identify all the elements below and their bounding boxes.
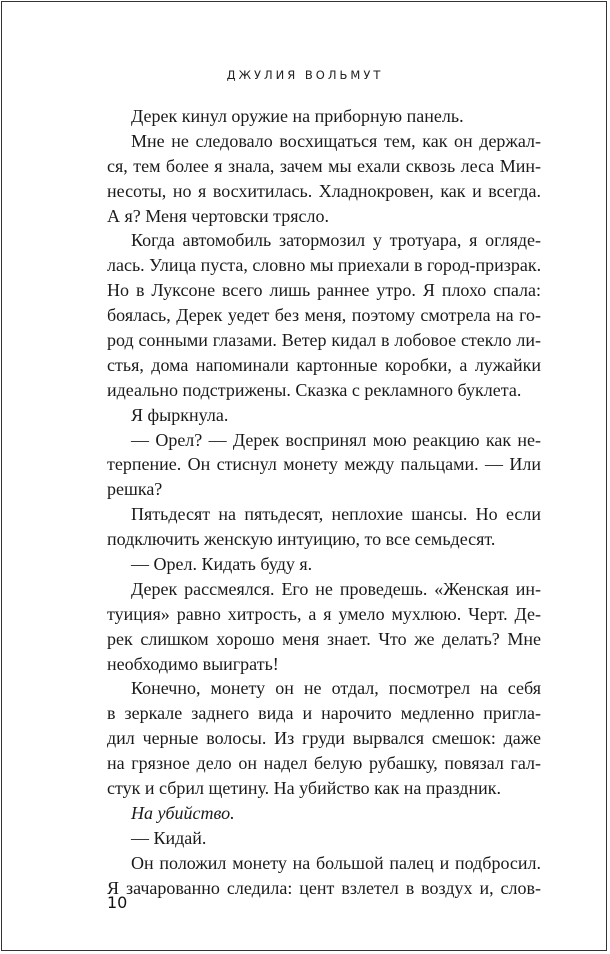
text-line: Пятьдесят на пятьдесят, неплохие шансы. Но если: [131, 504, 541, 525]
text-line: стья, дома напоминали картонные коробки, а лужайки: [107, 354, 541, 375]
text-line: — Кидай.: [131, 827, 207, 848]
text-line: решка?: [107, 479, 163, 500]
text-line: ся, тем более я знала, зачем мы ехали сквозь леса Мин-: [107, 155, 541, 176]
text-line: стук и сбрил щетину. На убийство как на праздник.: [107, 778, 501, 799]
text-line: Но в Луксоне всего лишь раннее утро. Я плохо спала:: [107, 280, 541, 301]
text-line: Когда автомобиль затормозил у тротуара, я огляде-: [131, 230, 541, 251]
text-line: Конечно, монету он не отдал, посмотрел на себя: [131, 678, 541, 699]
text-line: Он положил монету на большой палец и подбросил.: [131, 852, 541, 873]
running-head: ДЖУЛИЯ ВОЛЬМУТ: [226, 68, 384, 82]
text-line: подключить женскую интуицию, то все семьдесят.: [107, 529, 496, 550]
text-line: — Орел? — Дерек воспринял мою реакцию как не-: [131, 429, 541, 450]
text-line: Я зачарованно следила: цент взлетел в воздух и, слов-: [107, 877, 541, 898]
text-line: идеально подстрижены. Сказка с рекламного буклета.: [107, 379, 522, 400]
text-line: Мне не следовало восхищаться тем, как он держал-: [131, 130, 541, 151]
page-number: 10: [107, 893, 128, 912]
text-line: на грязное дело он надел белую рубашку, повязал гал-: [107, 753, 541, 774]
text-line: — Орел. Кидать буду я.: [131, 554, 313, 575]
text-line: рек слишком хорошо меня знает. Что же делать? Мне: [107, 628, 541, 649]
text-line: несоты, но я восхитилась. Хладнокровен, как и всегда.: [107, 180, 541, 201]
text-line: лась. Улица пуста, словно мы приехали в город-призрак.: [107, 255, 542, 276]
body-text: [107, 104, 541, 901]
text-line: Дерек кинул оружие на приборную панель.: [131, 106, 464, 126]
text-line: род сонными глазами. Ветер кидал в лобовое стекло ли-: [107, 330, 541, 351]
text-line: дил черные волосы. Из груди вырвался смешок: даже: [107, 728, 541, 749]
text-line: туиция» равно хитрость, а я умело мухлюю. Черт. Де-: [107, 603, 541, 624]
text-line: А я? Меня чертовски трясло.: [107, 205, 329, 226]
text-line: Я фыркнула.: [131, 404, 229, 425]
text-line: необходимо выиграть!: [107, 653, 279, 674]
text-line: терпение. Он стиснул монету между пальцами. — Или: [107, 454, 541, 475]
text-line: в зеркале заднего вида и нарочито медленно пригла-: [107, 703, 541, 724]
text-line: боялась, Дерек уедет без меня, поэтому смотрела на го-: [107, 305, 541, 326]
text-line: На убийство.: [131, 802, 235, 823]
text-line: Дерек рассмеялся. Его не проведешь. «Женская ин-: [131, 578, 541, 599]
